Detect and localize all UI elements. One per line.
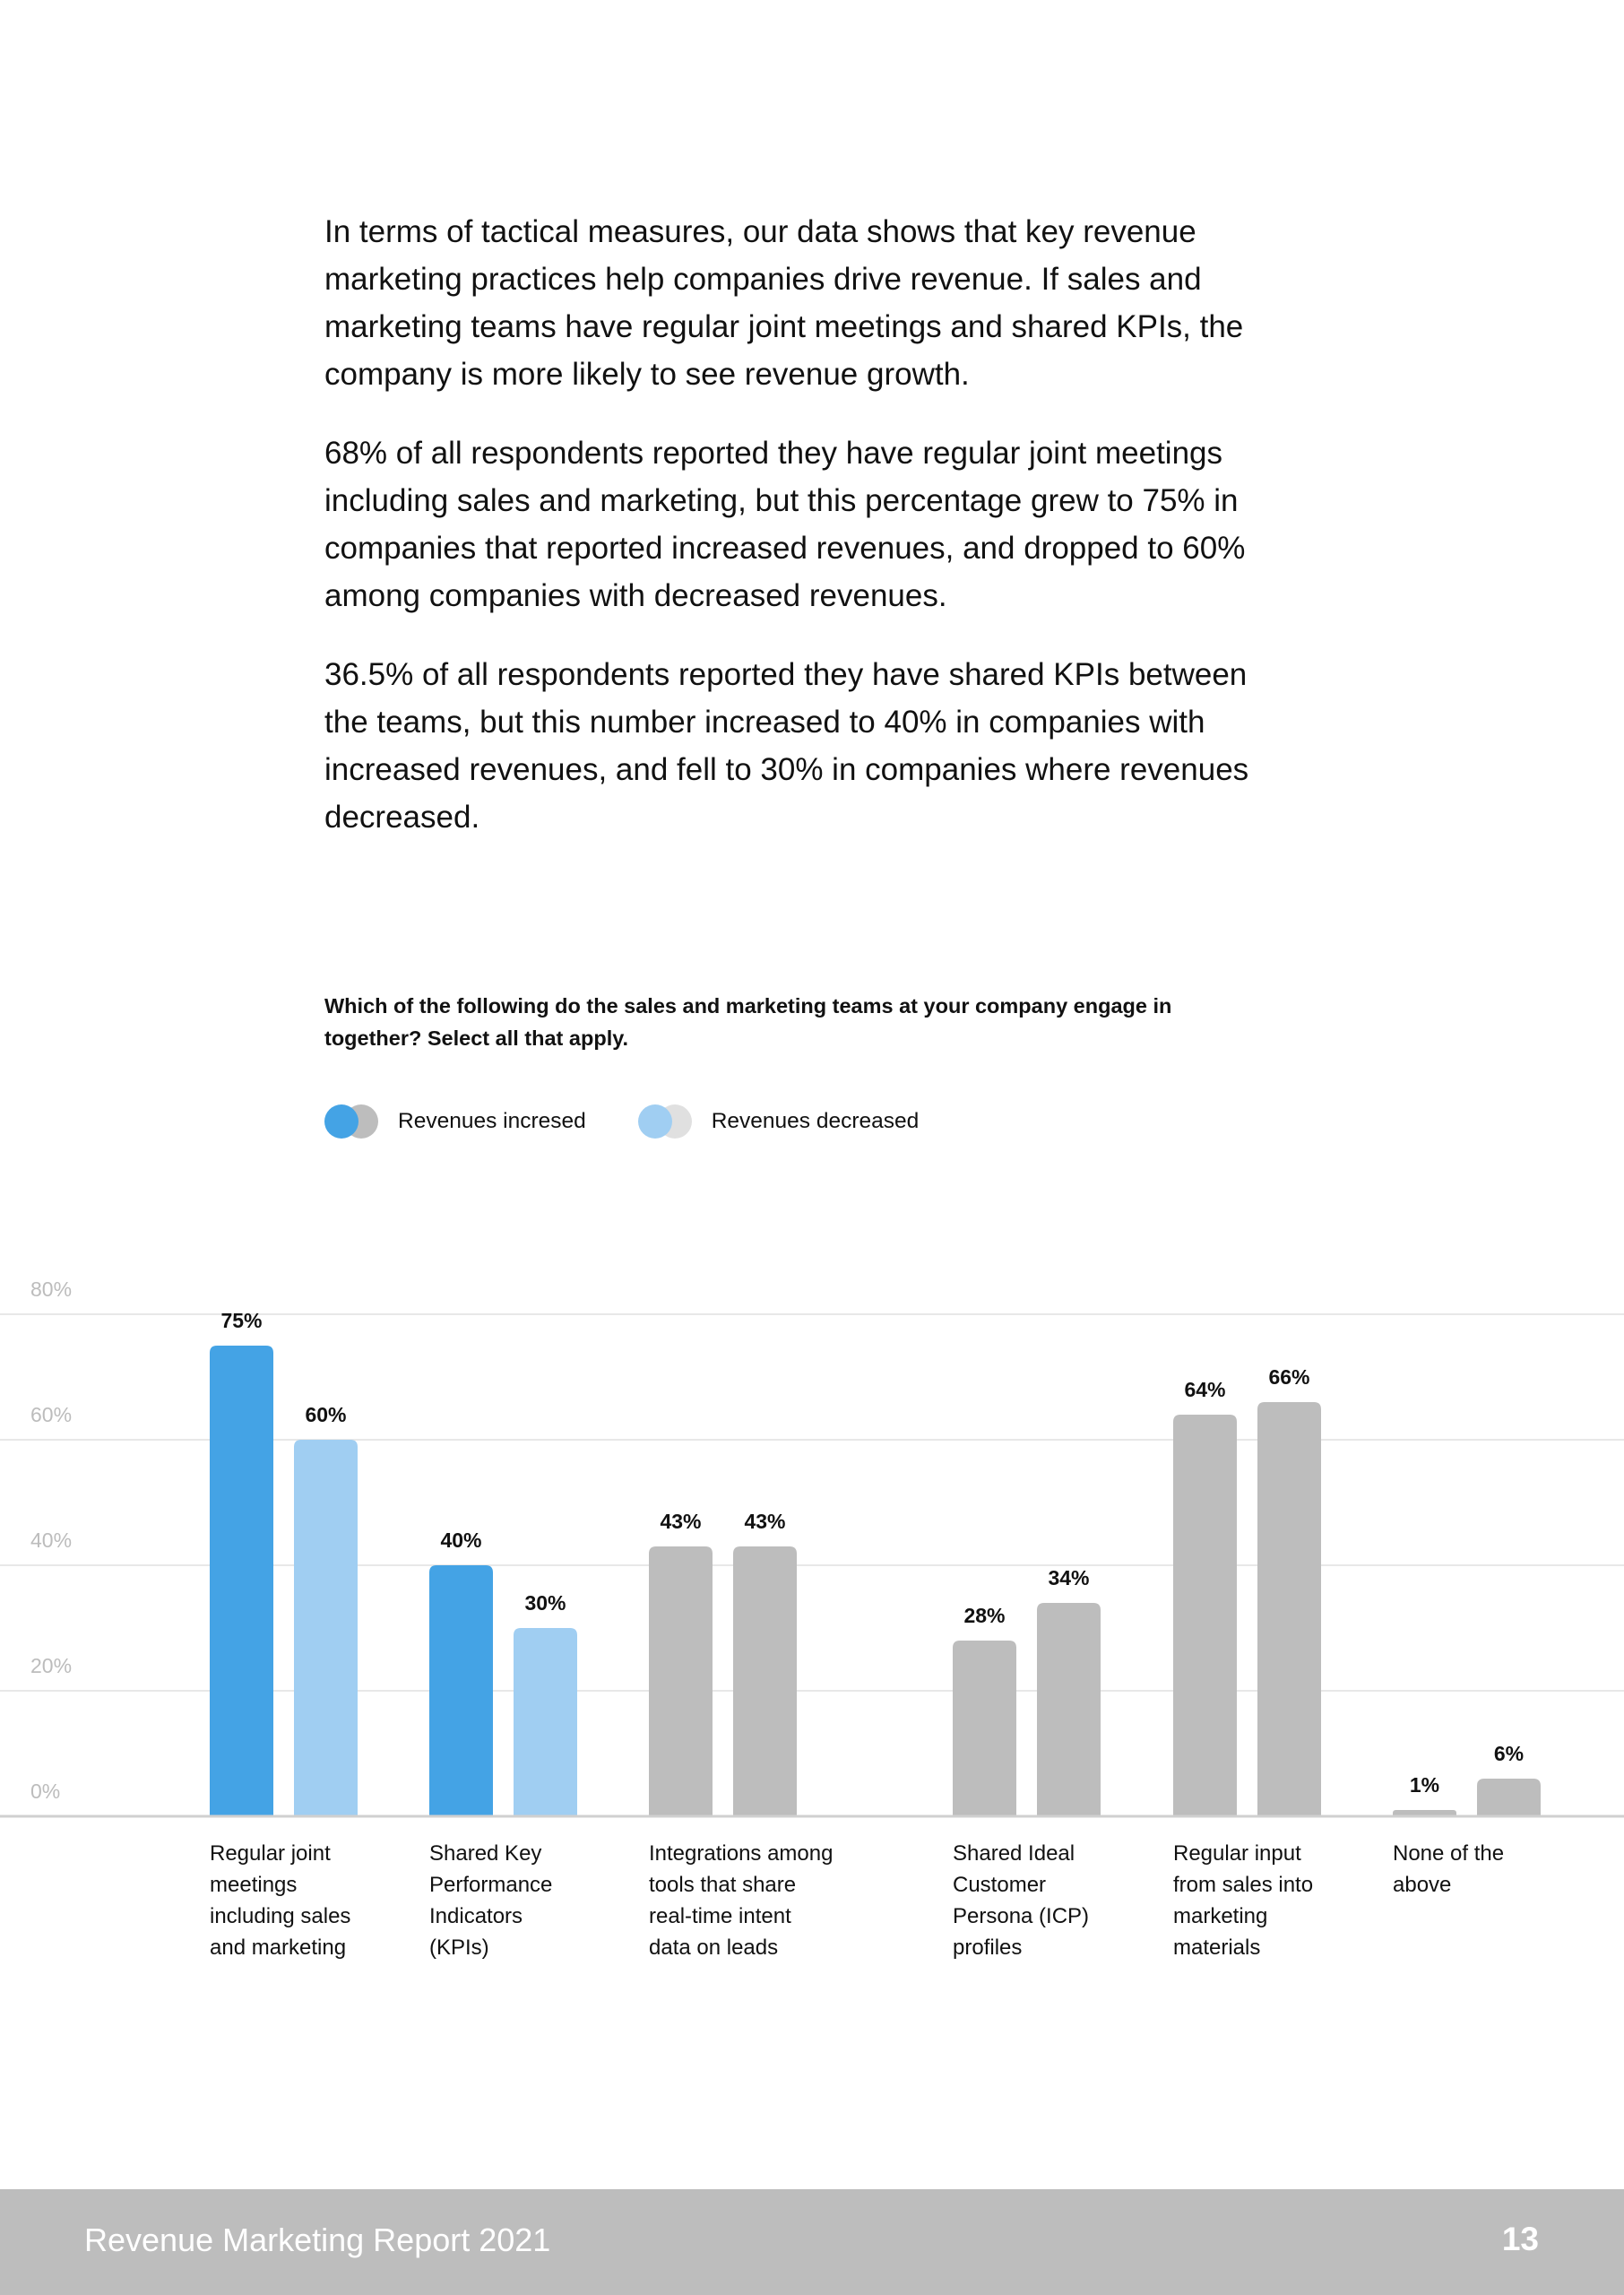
- legend-swatch-decreased-icon: [638, 1104, 692, 1139]
- y-tick-label: 60%: [30, 1403, 73, 1426]
- category-label: [429, 1838, 635, 1963]
- category-label-line: Shared Key: [429, 1841, 542, 1866]
- legend-swatch-increased-icon: [324, 1104, 378, 1139]
- footer: [0, 2189, 1624, 2295]
- bar-value-label: 43%: [744, 1510, 786, 1533]
- legend-item-decreased: [638, 1104, 920, 1139]
- bar-value-label: 64%: [1184, 1378, 1226, 1401]
- category-label-line: Regular joint: [210, 1841, 331, 1866]
- category-label: [1173, 1838, 1379, 1963]
- body-paragraph-1: In terms of tactical measures, our data shows that key revenue marketing practices help companies drive revenue. If sales and marketing teams have regular joint meetings and shared KPIs, the company is more likely to see revenue growth.: [324, 214, 1244, 392]
- category-label-line: (KPIs): [429, 1936, 489, 1960]
- chart-legend: [324, 1104, 971, 1139]
- bar-value-label: 6%: [1493, 1742, 1525, 1765]
- bar: [429, 1565, 493, 1816]
- bar-chart: [0, 1255, 1624, 1829]
- bar-value-label: 60%: [305, 1403, 347, 1426]
- category-label: [953, 1838, 1159, 1963]
- category-label: [1393, 1838, 1599, 1901]
- y-tick-label: 0%: [30, 1780, 61, 1803]
- category-label-line: marketing: [1173, 1904, 1268, 1928]
- bar: [210, 1346, 273, 1816]
- page-number: 13: [1501, 2221, 1539, 2257]
- legend-item-increased: [324, 1104, 586, 1139]
- category-label-line: from sales into: [1173, 1873, 1314, 1897]
- bar: [953, 1641, 1016, 1816]
- y-tick-label: 40%: [30, 1529, 73, 1552]
- category-label-line: None of the: [1393, 1841, 1505, 1866]
- category-label-line: real-time intent: [649, 1904, 791, 1928]
- bar: [514, 1628, 577, 1816]
- category-label-line: meetings: [210, 1873, 298, 1897]
- bar-value-label: 1%: [1409, 1773, 1440, 1797]
- category-label-line: Integrations among: [649, 1841, 834, 1866]
- category-label-line: Persona (ICP): [953, 1904, 1090, 1928]
- bar: [733, 1546, 797, 1816]
- category-label: [210, 1838, 416, 1963]
- body-text: [324, 208, 1292, 872]
- category-label-line: including sales: [210, 1904, 351, 1928]
- category-label-line: Shared Ideal: [953, 1841, 1075, 1866]
- bar-value-label: 34%: [1048, 1566, 1090, 1589]
- category-label-line: Customer: [953, 1873, 1047, 1897]
- body-paragraph-3: 36.5% of all respondents reported they have shared KPIs between the teams, but this number increased to 40% in companies with increased revenues, and fell to 30% in companies where revenues decreased.: [324, 657, 1249, 835]
- category-label-line: Indicators: [429, 1904, 523, 1928]
- y-tick-label: 80%: [30, 1277, 73, 1301]
- y-tick-label: 20%: [30, 1654, 73, 1677]
- bar-value-label: 75%: [220, 1309, 263, 1332]
- legend-label-decreased: Revenues decreased: [711, 1109, 920, 1133]
- category-label-line: Performance: [429, 1873, 553, 1897]
- bar: [1173, 1415, 1237, 1816]
- category-label-line: data on leads: [649, 1936, 779, 1960]
- category-label-line: above: [1393, 1873, 1452, 1897]
- category-label-line: materials: [1173, 1936, 1261, 1960]
- category-label-line: and marketing: [210, 1936, 347, 1960]
- category-label-line: Regular input: [1173, 1841, 1301, 1866]
- bar: [294, 1440, 358, 1816]
- bar-value-label: 30%: [524, 1591, 566, 1615]
- bar-value-label: 40%: [440, 1529, 482, 1552]
- bar: [1477, 1779, 1541, 1816]
- footer-title: Revenue Marketing Report 2021: [84, 2221, 551, 2258]
- category-label-line: profiles: [953, 1936, 1023, 1960]
- bar: [1037, 1603, 1101, 1816]
- bar-value-label: 28%: [963, 1604, 1006, 1627]
- chart-title: Which of the following do the sales and marketing teams at your company engage in together? Select all that apply.: [324, 994, 1172, 1050]
- bar: [649, 1546, 713, 1816]
- legend-label-increased: Revenues incresed: [398, 1109, 586, 1133]
- category-label: [649, 1838, 855, 1963]
- bar-value-label: 66%: [1268, 1365, 1310, 1389]
- bar: [1257, 1402, 1321, 1816]
- bar-value-label: 43%: [660, 1510, 702, 1533]
- category-label-line: tools that share: [649, 1873, 797, 1897]
- body-paragraph-2: 68% of all respondents reported they have regular joint meetings including sales and marketing, but this percentage grew to 75% in companies that reported increased revenues, and dropped to 60% among companies with decreased revenues.: [324, 436, 1246, 613]
